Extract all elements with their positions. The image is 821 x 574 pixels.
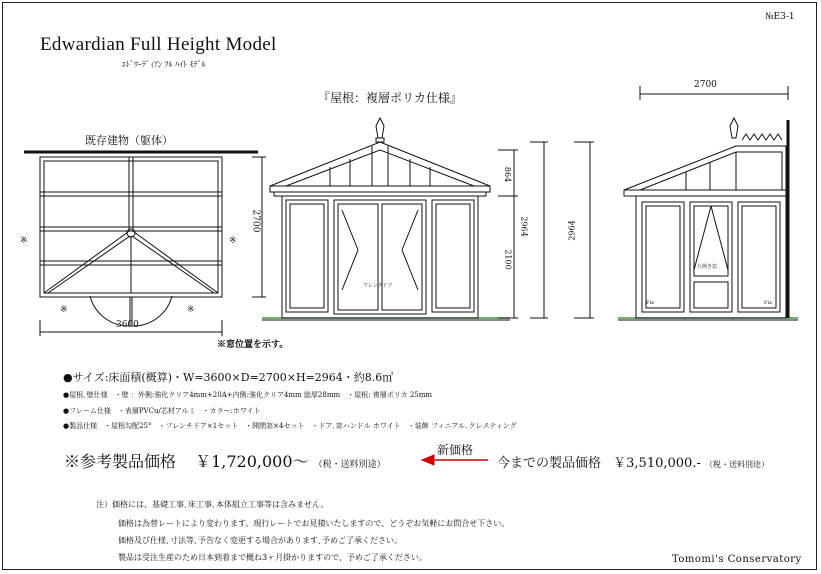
spec-size: ●サイズ:床面積(概算)・W=3600×D=2700×H=2964・約8.6㎡	[63, 371, 394, 384]
note-line: 価格及び仕様､寸法等､予告なく変更する場合があります､予めご了承ください。	[118, 536, 402, 545]
spec-frame: ●フレーム仕様 ・表層PVCu/芯材アルミ ・カラー:ホワイト	[63, 407, 261, 415]
page-title: Edwardian Full Height Model	[40, 34, 277, 55]
spec-product: ●製品仕様 ・屋根勾配25° ・フレンチドア×1セット ・開閉窓×4セット ・ドア､窓ハンドル ホワイト ・装飾 フィニアル､クレスティング	[63, 422, 517, 430]
note-line: 製品は受注生産のため日本到着まで概ね3ヶ月掛かりますので、予めご了承ください。	[118, 553, 427, 562]
old-price-tax: （税・送料別途）	[704, 460, 769, 469]
front-total-height-dimension: 2964	[519, 216, 529, 237]
side-total-height-dimension: 2964	[567, 220, 577, 241]
front-roof-height-dimension: 864	[503, 166, 513, 183]
old-price	[497, 452, 769, 471]
reference-price-label: ※参考製品価格	[64, 452, 177, 471]
side-width-dimension: 2700	[694, 80, 717, 90]
reference-price-tax: （税・送料別途）	[313, 460, 386, 470]
plan-depth-dimension: 2700	[250, 209, 261, 233]
fix-label: Fix	[646, 300, 654, 306]
note-line: 注）価格には、基礎工事､床工事､本体組立工事等は含みません。	[96, 500, 329, 509]
plan-width-dimension: 3600	[116, 320, 139, 330]
document-number: №E3-1	[765, 12, 795, 22]
note-line: 価格は為替レートにより変わります。現行レートでお見積いたしますので、どうぞお気軽にお問合せ下さい。	[118, 519, 510, 528]
window-mark: ※	[20, 236, 28, 246]
old-price-value: ￥3,510,000.-	[613, 456, 701, 471]
window-mark: ※	[229, 236, 237, 246]
new-price-label: 新価格	[437, 443, 474, 457]
fix-label: Fix	[764, 300, 772, 306]
existing-building-label: 既存建物（躯体）	[85, 134, 173, 147]
spec-roof-wall: ●屋根､壁仕様 ・壁 ：外側:強化クリア4mm+20A+内側:強化クリア4mm 総厚28mm ・屋根: 複層ポリカ 25mm	[63, 391, 433, 399]
french-door-label: フレンチドア	[363, 283, 393, 289]
roof-spec-label: 『屋根：複層ポリカ仕様』	[318, 91, 462, 105]
page-subtitle: ｴﾄﾞﾜｰﾃﾞｨｱﾝ ﾌﾙ ﾊｲﾄ ﾓﾃﾞﾙ	[122, 60, 206, 69]
front-wall-height-dimension: 2100	[503, 249, 513, 270]
window-mark: ※	[60, 305, 68, 315]
old-price-label: 今までの製品価格	[497, 456, 602, 471]
side-elevation	[574, 86, 798, 320]
reference-price	[64, 449, 386, 472]
signature: Tomomi's Conservatory	[672, 554, 802, 565]
reference-price-value: ￥1,720,000〜	[195, 452, 309, 471]
window-mark: ※	[187, 305, 195, 315]
hinged-window-label: 片開き窓	[697, 264, 718, 270]
front-elevation	[262, 118, 548, 320]
window-position-note: ※窓位置を示す。	[217, 340, 289, 350]
